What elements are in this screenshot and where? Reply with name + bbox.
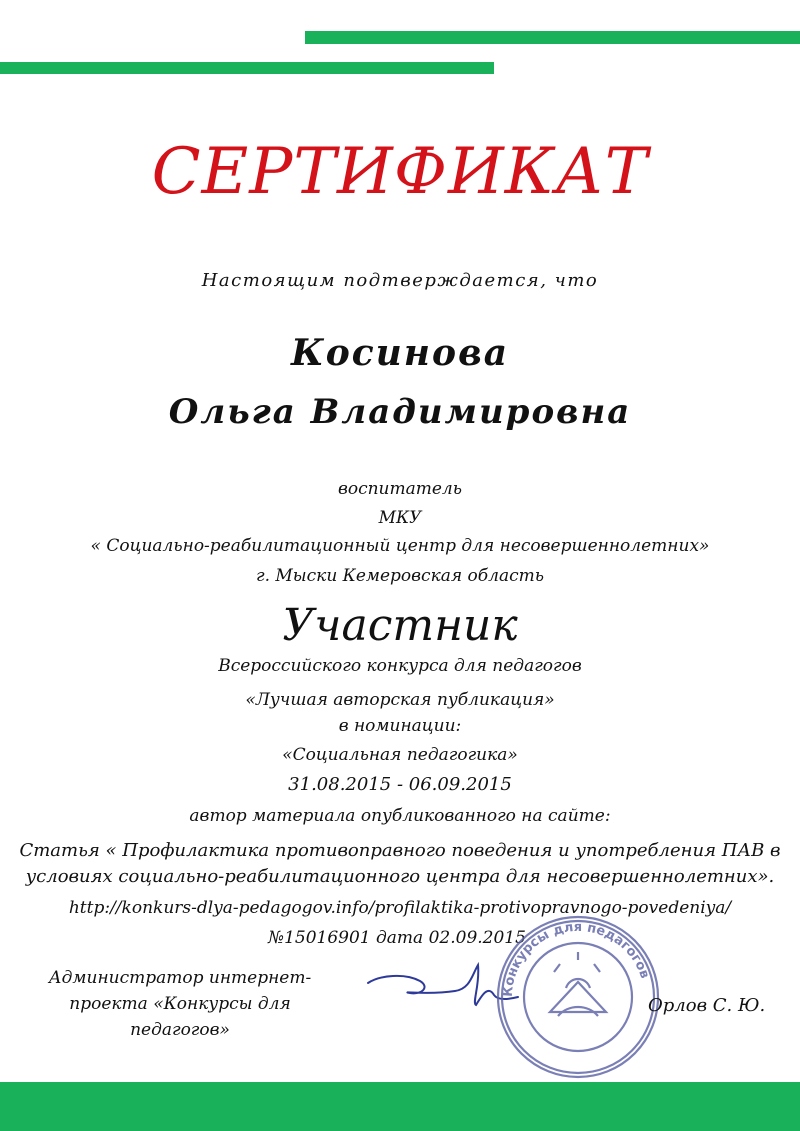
publication-url: http://konkurs-dlya-pedagogov.info/profilaktika-protivopravnogo-povedeniya/ <box>68 898 732 918</box>
certificate-number-date: №15016901 дата 02.09.2015 <box>268 928 526 948</box>
stamp-ring-text: Конкурсы для педагогов <box>500 919 653 998</box>
recipient-surname: Косинова <box>290 332 510 374</box>
org-type: МКУ <box>378 508 422 528</box>
bottom-green-bar <box>0 1082 800 1131</box>
org-name: « Социально-реабилитационный центр для несовершеннолетних» <box>90 536 710 556</box>
recipient-position: воспитатель <box>337 479 463 499</box>
nomination: «Социальная педагогика» <box>282 745 518 765</box>
admin-line-2: проекта «Конкурсы для <box>69 994 291 1014</box>
admin-line-3: педагогов» <box>130 1020 230 1040</box>
round-seal-stamp <box>488 912 668 1082</box>
contest-line-3: в номинации: <box>338 716 462 736</box>
administrator-label <box>30 965 330 1043</box>
recipient-given-names: Ольга Владимировна <box>168 392 632 432</box>
participant-status: Участник <box>282 600 518 651</box>
intro-text: Настоящим подтверждается, что <box>201 270 599 291</box>
top-right-green-bar <box>305 31 800 44</box>
contest-line-2: «Лучшая авторская публикация» <box>245 690 555 710</box>
top-left-green-bar <box>0 62 494 74</box>
org-location: г. Мыски Кемеровская область <box>256 566 544 586</box>
author-line: автор материала опубликованного на сайте: <box>189 806 611 826</box>
contest-dates: 31.08.2015 - 06.09.2015 <box>288 774 512 795</box>
article-title-line-2: условиях социально-реабилитационного центра для несовершеннолетних». <box>25 866 775 887</box>
admin-line-1: Администратор интернет- <box>48 968 312 988</box>
certificate-title: СЕРТИФИКАТ <box>151 135 649 209</box>
signer-name: Орлов С. Ю. <box>648 995 766 1016</box>
article-title-line-1: Статья « Профилактика противоправного поведения и употребления ПАВ в <box>19 840 781 861</box>
contest-line-1: Всероссийского конкурса для педагогов <box>218 656 582 676</box>
